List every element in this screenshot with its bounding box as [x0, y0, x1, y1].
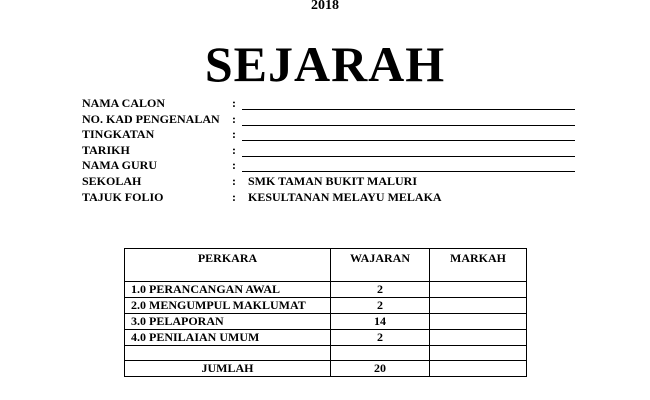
- weight-cell: 2: [331, 330, 430, 346]
- year-heading: 2018: [311, 0, 339, 13]
- blank-cell: [331, 346, 430, 361]
- info-label: SEKOLAH: [82, 173, 142, 188]
- marks-table: [124, 248, 527, 377]
- info-value: KESULTANAN MELAYU MELAKA: [248, 189, 442, 204]
- weight-cell: 14: [331, 314, 430, 330]
- fill-in-line[interactable]: [242, 171, 575, 172]
- table-total-row: [125, 361, 527, 377]
- info-label: NO. KAD PENGENALAN: [82, 111, 220, 126]
- info-row-nama-calon: [82, 96, 582, 112]
- header-perkara: PERKARA: [125, 249, 331, 282]
- item-cell: 1.0 PERANCANGAN AWAL: [125, 282, 331, 298]
- info-row-no-kad: [82, 112, 582, 128]
- header-wajaran: WAJARAN: [331, 249, 430, 282]
- table-header-row: [125, 249, 527, 282]
- mark-cell[interactable]: [430, 282, 527, 298]
- page-title: SEJARAH: [204, 36, 446, 92]
- candidate-info: [82, 96, 582, 205]
- weight-cell: 2: [331, 298, 430, 314]
- table-row: [125, 298, 527, 314]
- item-cell: 3.0 PELAPORAN: [125, 314, 331, 330]
- table-row: [125, 282, 527, 298]
- info-label: NAMA CALON: [82, 96, 165, 110]
- fill-in-line[interactable]: [242, 156, 575, 157]
- fill-in-line[interactable]: [242, 140, 575, 141]
- info-colon: :: [232, 96, 236, 110]
- info-colon: :: [232, 189, 236, 204]
- info-row-nama-guru: [82, 158, 582, 174]
- fill-in-line[interactable]: [242, 125, 575, 126]
- info-row-sekolah: [82, 174, 582, 190]
- total-weight: 20: [331, 361, 430, 377]
- blank-cell: [430, 346, 527, 361]
- info-label: NAMA GURU: [82, 158, 157, 173]
- fill-in-line[interactable]: [242, 109, 575, 110]
- table-row: [125, 330, 527, 346]
- item-cell: 4.0 PENILAIAN UMUM: [125, 330, 331, 346]
- info-value: SMK TAMAN BUKIT MALURI: [248, 173, 418, 188]
- mark-cell[interactable]: [430, 314, 527, 330]
- info-row-tingkatan: [82, 127, 582, 143]
- info-label: TINGKATAN: [82, 127, 155, 142]
- total-label: JUMLAH: [125, 361, 331, 377]
- table-row-blank: [125, 346, 527, 361]
- info-colon: :: [232, 111, 236, 126]
- header-markah: MARKAH: [430, 249, 527, 282]
- blank-cell: [125, 346, 331, 361]
- mark-cell[interactable]: [430, 298, 527, 314]
- table-row: [125, 314, 527, 330]
- info-row-tarikh: [82, 143, 582, 159]
- info-colon: :: [232, 173, 236, 188]
- info-colon: :: [232, 142, 236, 157]
- total-mark[interactable]: [430, 361, 527, 377]
- info-label: TAJUK FOLIO: [82, 189, 164, 204]
- mark-cell[interactable]: [430, 330, 527, 346]
- info-colon: :: [232, 158, 236, 173]
- info-row-tajuk-folio: [82, 190, 582, 206]
- info-colon: :: [232, 127, 236, 142]
- info-label: TARIKH: [82, 142, 130, 157]
- item-cell: 2.0 MENGUMPUL MAKLUMAT: [125, 298, 331, 314]
- weight-cell: 2: [331, 282, 430, 298]
